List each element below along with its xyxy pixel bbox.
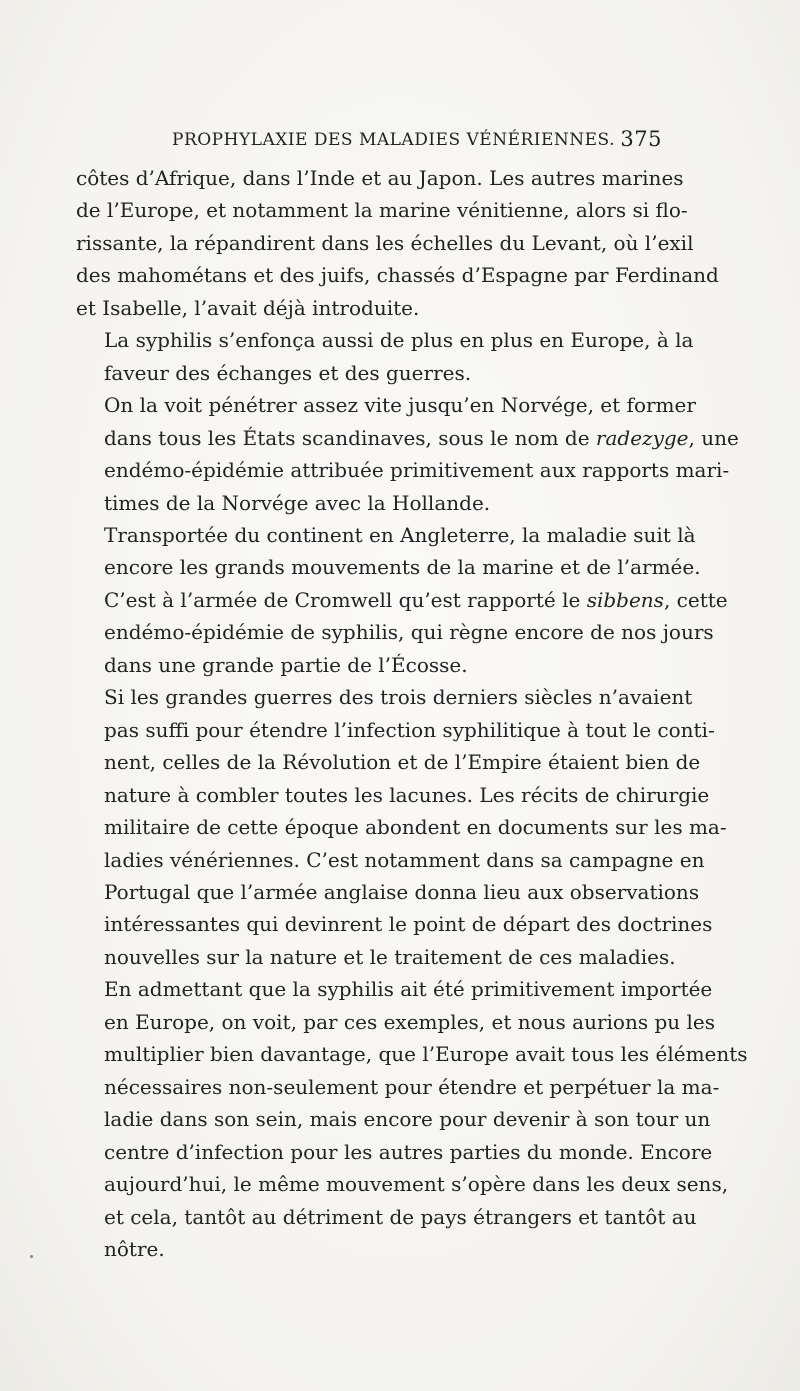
text-line: ladie dans son sein, mais encore pour devenir à son tour un bbox=[104, 1107, 711, 1132]
text-line: Si les grandes guerres des trois derniers siècles n’avaient bbox=[104, 685, 693, 710]
text-line: rissante, la répandirent dans les échelles du Levant, où l’exil bbox=[76, 230, 694, 255]
text-segment: dans tous les États scandinaves, sous le nom de bbox=[104, 425, 590, 450]
paper-speck bbox=[30, 1255, 33, 1258]
text-line: de l’Europe, et notamment la marine vénitienne, alors si flo- bbox=[76, 198, 688, 223]
text-line: encore les grands mouvements de la marine et de l’armée. bbox=[104, 555, 701, 580]
text-line: nécessaires non-seulement pour étendre et perpétuer la ma- bbox=[104, 1074, 720, 1099]
text-line: endémo-épidémie de syphilis, qui règne encore de nos jours bbox=[104, 620, 714, 645]
text-segment: , une bbox=[688, 425, 739, 450]
text-line: ladies vénériennes. C’est notamment dans sa campagne en bbox=[104, 847, 705, 872]
text-line: et cela, tantôt au détriment de pays étrangers et tantôt au bbox=[104, 1204, 697, 1229]
text-line: nature à combler toutes les lacunes. Les récits de chirurgie bbox=[104, 782, 710, 807]
text-line bbox=[76, 584, 728, 616]
italic-term: radezyge bbox=[595, 425, 689, 450]
text-line: multiplier bien davantage, que l’Europe avait tous les éléments bbox=[104, 1042, 748, 1067]
text-line: En admettant que la syphilis ait été primitivement importée bbox=[104, 977, 713, 1002]
paragraph-2 bbox=[76, 324, 694, 389]
text-line: et Isabelle, l’avait déjà introduite. bbox=[76, 295, 420, 320]
text-line: intéressantes qui devinrent le point de départ des doctrines bbox=[104, 912, 713, 937]
text-line bbox=[76, 422, 739, 454]
text-line: militaire de cette époque abondent en documents sur les ma- bbox=[104, 815, 727, 840]
text-line: endémo-épidémie attribuée primitivement aux rapports mari- bbox=[104, 458, 730, 483]
text-line: faveur des échanges et des guerres. bbox=[104, 360, 472, 385]
text-line: côtes d’Afrique, dans l’Inde et au Japon. Les autres marines bbox=[76, 166, 684, 190]
text-body bbox=[76, 162, 748, 1265]
text-line: centre d’infection pour les autres parties du monde. Encore bbox=[104, 1139, 713, 1164]
italic-term: sibbens bbox=[586, 587, 664, 612]
paragraph-1 bbox=[76, 162, 719, 324]
text-line: des mahométans et des juifs, chassés d’Espagne par Ferdinand bbox=[76, 263, 719, 288]
paragraph-6 bbox=[76, 973, 748, 1265]
text-line: On la voit pénétrer assez vite jusqu’en Norvége, et former bbox=[104, 393, 696, 418]
text-line: dans une grande partie de l’Écosse. bbox=[104, 652, 468, 677]
paragraph-3 bbox=[76, 389, 739, 519]
running-title: PROPHYLAXIE DES MALADIES VÉNÉRIENNES. bbox=[172, 130, 616, 150]
text-line: en Europe, on voit, par ces exemples, et nous aurions pu les bbox=[104, 1009, 716, 1034]
text-line: nôtre. bbox=[104, 1236, 165, 1261]
text-line: pas suffi pour étendre l’infection syphilitique à tout le conti- bbox=[104, 717, 715, 742]
text-segment: , cette bbox=[663, 587, 728, 612]
text-line: La syphilis s’enfonça aussi de plus en plus en Europe, à la bbox=[104, 328, 694, 353]
text-line: Transportée du continent en Angleterre, la maladie suit là bbox=[104, 522, 696, 547]
text-line: nent, celles de la Révolution et de l’Empire étaient bien de bbox=[104, 750, 701, 775]
text-segment: C’est à l’armée de Cromwell qu’est rapporté le bbox=[104, 587, 581, 612]
running-header bbox=[172, 127, 662, 158]
text-line: times de la Norvége avec la Hollande. bbox=[104, 490, 491, 515]
text-line: Portugal que l’armée anglaise donna lieu aux observations bbox=[104, 879, 700, 904]
paragraph-4 bbox=[76, 519, 728, 681]
text-line: nouvelles sur la nature et le traitement de ces maladies. bbox=[104, 944, 676, 969]
page-number: 375 bbox=[620, 127, 662, 151]
text-line: aujourd’hui, le même mouvement s’opère dans les deux sens, bbox=[104, 1172, 729, 1197]
paragraph-5 bbox=[76, 681, 727, 973]
